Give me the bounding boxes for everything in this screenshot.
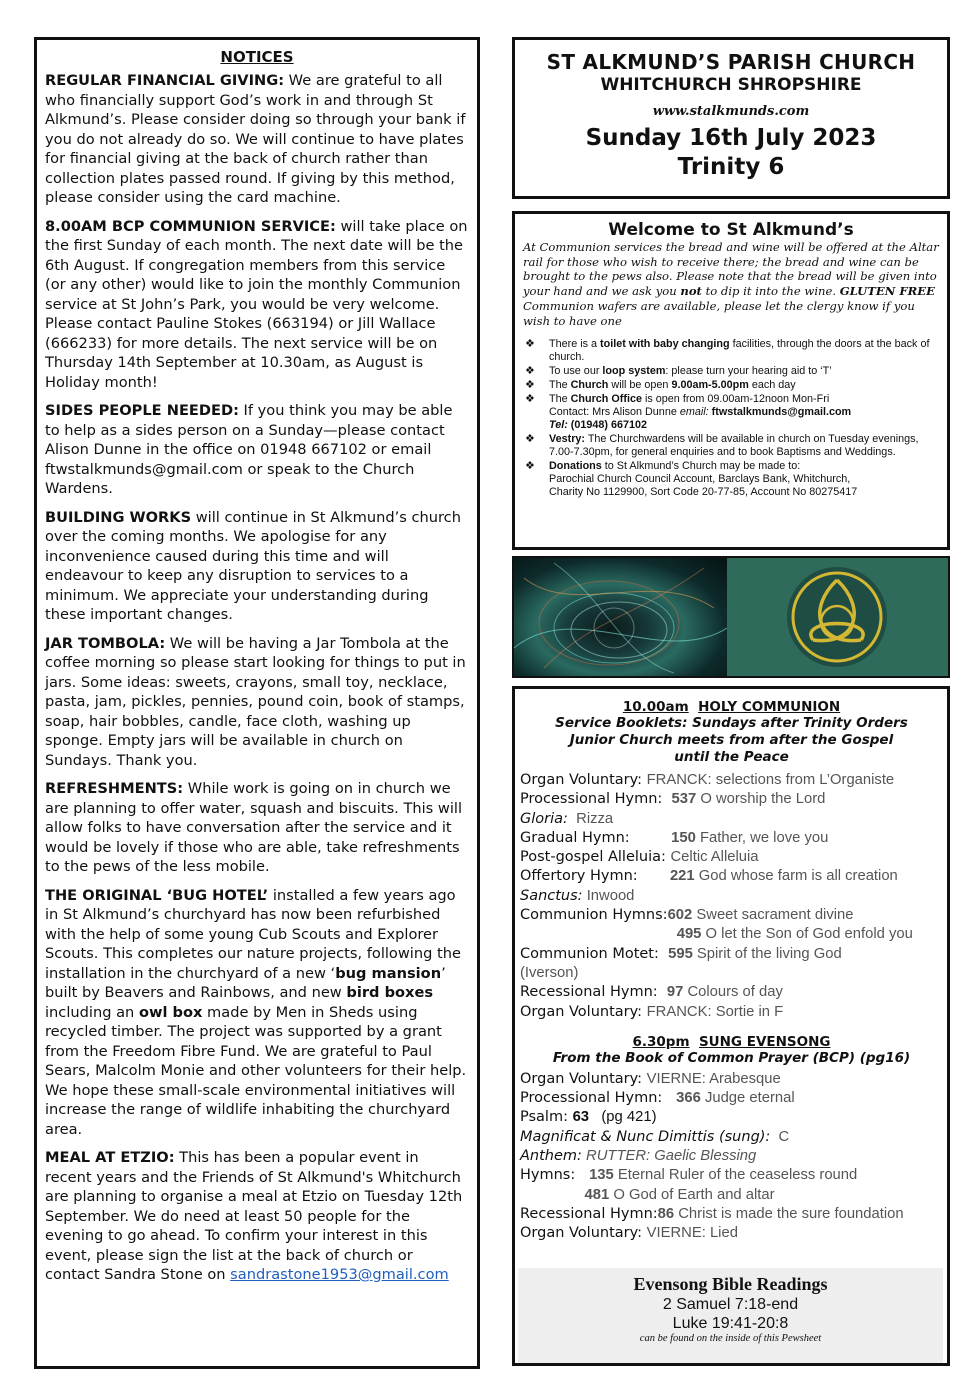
hymn-number: 221 xyxy=(669,868,695,885)
service-row xyxy=(520,1089,943,1108)
row-value: Rizza xyxy=(567,810,614,827)
church-town: WHITCHURCH SHROPSHIRE xyxy=(600,75,862,95)
service-row xyxy=(520,925,943,944)
morning-service-title: 10.00am HOLY COMMUNION xyxy=(622,699,841,715)
hymn-number: 150 xyxy=(671,829,696,846)
readings-note: can be found on the inside of this Pewsheet xyxy=(639,1333,822,1344)
service-row xyxy=(520,867,943,886)
service-row xyxy=(520,1108,943,1127)
liturgical-day: Trinity 6 xyxy=(677,154,785,180)
row-value: VIERNE: Arabesque xyxy=(646,1070,781,1087)
hymn-number: 602 xyxy=(667,907,693,924)
row-value: O let the Son of God enfold you xyxy=(701,926,913,943)
diamond-bullet-icon: ❖ xyxy=(525,393,535,406)
service-row xyxy=(520,964,943,983)
diamond-bullet-icon: ❖ xyxy=(525,365,535,378)
row-label: Hymns: xyxy=(520,1167,590,1184)
row-value: O worship the Lord xyxy=(696,791,826,808)
notice-jar-tombola: JAR TOMBOLA: We will be having a Jar Tombola at the coffee morning so please start looking for things to put in jars. Some ideas: sweets, crayons, small toy, necklace, pasta, jam, pickles, pennies, pound coin, book of stamps, soap, hair bobbles, candle, face cloth, washing up sponge. Empty jars will be available in church on Sundays. Thank you. xyxy=(45,634,466,769)
junior-church-line1: Junior Church meets from after the Gospel xyxy=(569,732,894,748)
row-label: Gloria: xyxy=(520,810,568,827)
service-row xyxy=(520,1186,943,1205)
list-item: ❖ There is a toilet with baby changing facilities, through the doors at the back of church. xyxy=(525,338,930,364)
row-value: Father, we love you xyxy=(695,829,829,846)
notice-building: BUILDING WORKS will continue in St Alkmund’s church over the coming months. We apologise for any inconvenience caused during this time and will endeavour to keep any disruption to services to a minimum. We appreciate your understanding during these important changes. xyxy=(45,508,461,623)
row-value: God whose farm is all creation xyxy=(694,868,898,885)
list-item: ❖ To use our loop system: please turn your hearing aid to ‘T’ xyxy=(525,365,832,378)
welcome-intro: At Communion services the bread and wine will be offered at the Altar rail for those who wish to receive there; the bread and wine can be brought to the pews also. Please note that the bread will be given into your hand and we ask you not to dip it into the wine. GLUTEN FREE Communion wafers are available, please let the clergy know if you wish to have one xyxy=(523,240,939,328)
hymn-number: 86 xyxy=(657,1205,675,1222)
diamond-bullet-icon: ❖ xyxy=(525,379,535,392)
row-value: O God of Earth and altar xyxy=(609,1186,775,1203)
service-row xyxy=(520,1147,943,1166)
service-row xyxy=(520,829,943,848)
notice-meal: MEAL AT ETZIO: This has been a popular event in recent years and the Friends of St Alkmund's Whitchurch are planning to organise a meal at Etzio on Tuesday 12th September. We do need at least 50 people for the evening to go ahead. To confirm your interest in this event, please sign the list at the back of church or contact Sandra Stone on sandrastone1953@gmail.com xyxy=(45,1149,463,1283)
readings-title: Evensong Bible Readings xyxy=(633,1274,828,1294)
row-label: Organ Voluntary: xyxy=(520,1070,647,1087)
service-booklets: Service Booklets: Sundays after Trinity Orders xyxy=(555,715,908,731)
row-value: Sweet sacrament divine xyxy=(692,907,854,924)
row-label: Magnificat & Nunc Dimittis (sung): xyxy=(520,1128,771,1145)
trinity-knot-logo xyxy=(727,558,948,676)
notices-panel xyxy=(34,37,480,1369)
hymn-number: 135 xyxy=(589,1167,614,1184)
evening-music-list xyxy=(520,1070,943,1244)
services-panel xyxy=(512,686,950,1366)
row-label: Organ Voluntary: xyxy=(520,772,647,788)
notice-sides: SIDES PEOPLE NEEDED: If you think you may be able to help as a sides person on a Sunday—please contact Alison Dunne in the office on 01948 667102 or email ftwstalkmunds@gmail.com or speak to the Church Wardens. xyxy=(45,402,453,497)
reading-2: Luke 19:41-20:8 xyxy=(672,1315,789,1332)
row-label: Processional Hymn: xyxy=(520,791,672,808)
row-value: Colours of day xyxy=(683,984,783,1001)
row-label: Psalm: xyxy=(520,1109,573,1126)
row-value: (pg 421) xyxy=(589,1109,657,1126)
diamond-bullet-icon: ❖ xyxy=(525,338,535,351)
meal-email-link[interactable]: sandrastone1953@gmail.com xyxy=(230,1266,449,1283)
welcome-info-list xyxy=(523,338,939,499)
evening-service-subtitle: From the Book of Common Prayer (BCP) (pg16) xyxy=(552,1049,911,1066)
diamond-bullet-icon: ❖ xyxy=(525,433,535,446)
church-website[interactable]: www.stalkmunds.com xyxy=(652,104,810,119)
service-row xyxy=(520,1003,943,1022)
row-value: VIERNE: Lied xyxy=(646,1225,738,1242)
hymn-number: 537 xyxy=(671,791,697,808)
row-label xyxy=(520,926,677,942)
service-row xyxy=(520,887,943,906)
service-date: Sunday 16th July 2023 xyxy=(585,125,877,151)
notice-giving: REGULAR FINANCIAL GIVING: We are grateful to all who financially support God’s work in and through St Alkmund’s. Please consider doing so through your bank if you do not already do so. We will continue to have plates for financial giving at the back of church rather than collection plates passed round. If giving by this method, please consider using the card machine. xyxy=(45,72,466,206)
welcome-panel xyxy=(512,211,950,550)
row-label: Organ Voluntary: xyxy=(520,1003,647,1020)
row-label: Post-gospel Alleluia: xyxy=(520,849,671,866)
service-row xyxy=(520,1166,943,1185)
row-value: Judge eternal xyxy=(700,1090,795,1107)
abstract-swirl-image xyxy=(514,558,727,676)
service-row xyxy=(520,1128,943,1147)
row-label: Offertory Hymn: xyxy=(520,868,670,885)
service-row xyxy=(520,790,943,809)
welcome-title: Welcome to St Alkmund’s xyxy=(608,220,854,240)
list-item: ❖ The Church will be open 9.00am-5.00pm each day xyxy=(525,379,796,392)
row-label: Communion Hymns: xyxy=(520,907,668,924)
row-value: C xyxy=(770,1128,790,1145)
row-label: Communion Motet: xyxy=(520,945,669,962)
row-value: Christ is made the sure foundation xyxy=(674,1205,904,1222)
row-value: FRANCK: Sortie in F xyxy=(646,1003,784,1020)
service-row xyxy=(520,771,943,790)
row-label: Recessional Hymn: xyxy=(520,984,667,1001)
list-item: ❖ Donations to St Alkmund’s Church may be made to: Parochial Church Council Account, Barclays Bank, Whitchurch, Charity No 1129900, Sort Code 20-77-85, Account No 80275417 xyxy=(525,460,858,499)
service-row xyxy=(520,848,943,867)
church-name: ST ALKMUND’S PARISH CHURCH xyxy=(546,50,916,74)
bible-readings xyxy=(518,1268,943,1363)
list-item: ❖ Vestry: The Churchwardens will be available in church on Tuesday evenings, 7.00-7.30pm, for general enquiries and to book Baptisms and Weddings. xyxy=(525,433,919,459)
service-row xyxy=(520,906,943,925)
service-row xyxy=(520,1205,943,1224)
notice-bug-hotel: THE ORIGINAL ‘BUG HOTEL’ installed a few years ago in St Alkmund’s churchyard has now been refurbished with the help of some young Cub Scouts and Explorer Scouts. This completes our nature projects, following the installation in the churchyard of a new ‘bug mansion’ built by Beavers and Rainbows, and new bird boxes including an owl box made by Men in Sheds using recycled timber. The project was supported by a grant from the Freedom Fibre Fund. We are grateful to Paul Sears, Malcolm Monie and other volunteers for their help. We hope these small-scale environmental initiatives will increase the range of wildlife inhabiting the churchyard area. xyxy=(45,886,467,1138)
morning-music-list xyxy=(520,771,943,1022)
service-row xyxy=(520,945,943,964)
row-value: Eternal Ruler of the ceaseless round xyxy=(613,1167,858,1184)
row-label: Anthem: xyxy=(520,1148,582,1165)
row-label xyxy=(520,1187,585,1203)
hymn-number: 481 xyxy=(584,1186,610,1203)
row-value: RUTTER: Gaelic Blessing xyxy=(581,1148,757,1165)
row-label: Processional Hymn: xyxy=(520,1090,677,1107)
row-value: FRANCK: selections from L’Organiste xyxy=(646,772,895,788)
diamond-bullet-icon: ❖ xyxy=(525,460,535,473)
evening-service-title: 6.30pm SUNG EVENSONG xyxy=(632,1033,831,1050)
row-value: Inwood xyxy=(582,887,635,904)
church-header xyxy=(512,37,950,199)
service-row xyxy=(520,810,943,829)
row-label: Organ Voluntary: xyxy=(520,1225,647,1242)
row-value: Spirit of the living God xyxy=(692,945,842,962)
junior-church-line2: until the Peace xyxy=(674,749,789,765)
hymn-number: 97 xyxy=(666,984,684,1001)
row-value: Celtic Alleluia xyxy=(670,849,759,866)
service-row xyxy=(520,1070,943,1089)
hymn-number: 495 xyxy=(676,926,702,943)
row-label: Recessional Hymn: xyxy=(520,1205,658,1222)
row-value: (Iverson) xyxy=(520,964,579,981)
service-row xyxy=(520,1224,943,1243)
notice-refreshments: REFRESHMENTS: While work is going on in church we are planning to offer water, squash and biscuits. This will allow folks to have conversation after the service and it would be lovely if those who are able, take refreshments to the pews of the less mobile. xyxy=(45,780,463,875)
service-row xyxy=(520,983,943,1002)
hymn-number: 63 xyxy=(572,1109,590,1126)
row-label: Gradual Hymn: xyxy=(520,829,672,846)
reading-1: 2 Samuel 7:18-end xyxy=(662,1296,799,1313)
notice-bcp: 8.00AM BCP COMMUNION SERVICE: will take place on the first Sunday of each month. The next date will be the 6th August. If congregation members from this service (or any other) would like to join the monthly Communion service at St John’s Park, you would be very welcome. Please contact Pauline Stokes (663194) or Jill Wallace (666233) for more details. The next service will be on Thursday 14th September at 10.30am, as August is Holiday month! xyxy=(45,217,468,391)
notices-title: NOTICES xyxy=(220,48,294,66)
hymn-number: 595 xyxy=(668,945,693,962)
banner-images xyxy=(512,556,950,678)
hymn-number: 366 xyxy=(676,1090,701,1107)
list-item: ❖ The Church Office is open from 09.00am-12noon Mon-Fri Contact: Mrs Alison Dunne email: ftwstalkmunds@gmail.com Tel: (01948) 667102 xyxy=(525,393,852,432)
row-label: Sanctus: xyxy=(520,887,583,904)
